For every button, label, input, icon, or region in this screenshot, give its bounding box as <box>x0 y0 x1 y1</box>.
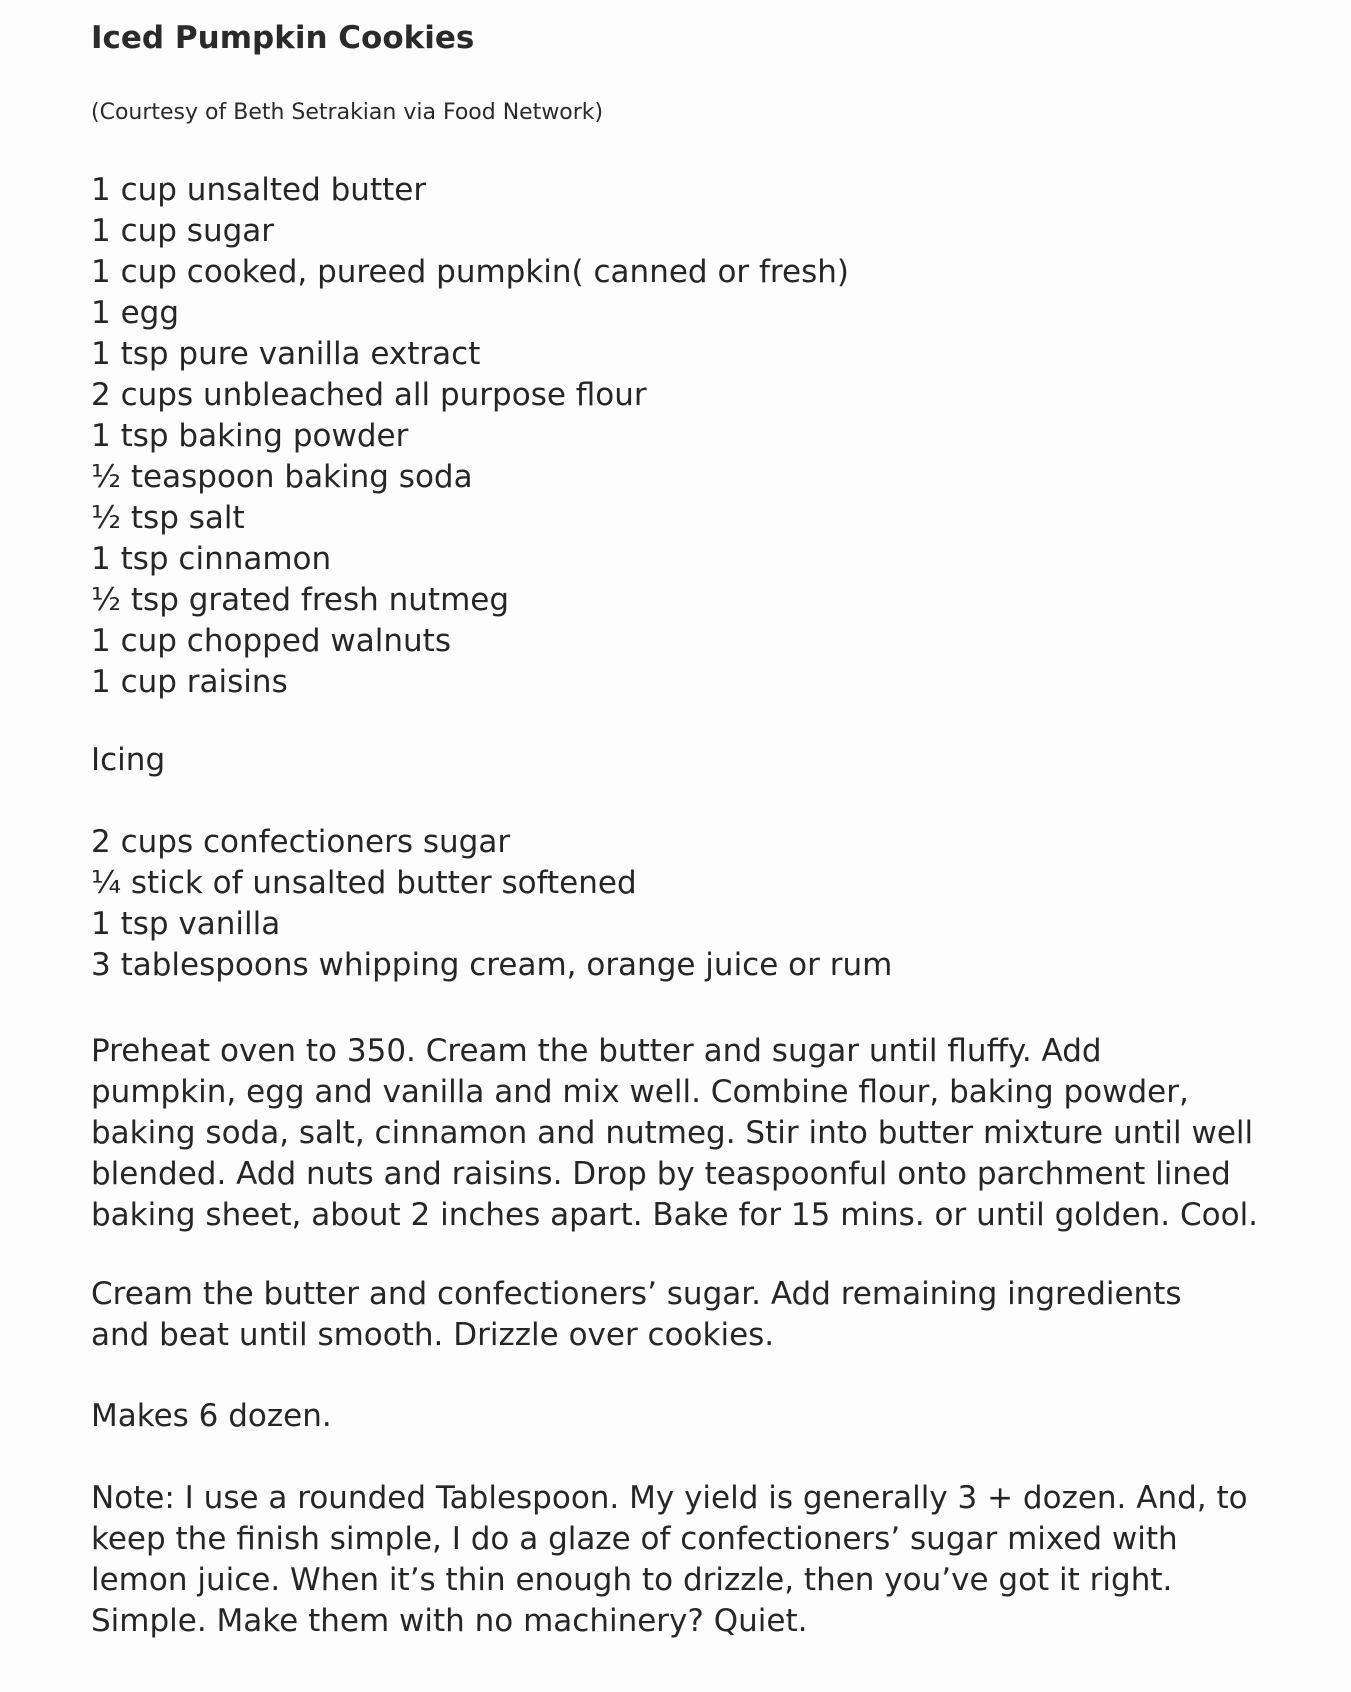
method-line: Preheat oven to 350. Cream the butter and sugar until fluffy. Add <box>91 1033 1102 1069</box>
note-line: lemon juice. When it’s thin enough to drizzle, then you’ve got it right. <box>91 1562 1173 1598</box>
icing-method-line: and beat until smooth. Drizzle over cookies. <box>91 1317 775 1353</box>
note-line: Simple. Make them with no machinery? Quiet. <box>91 1603 808 1639</box>
ingredient-item: 1 tsp baking powder <box>91 418 409 454</box>
recipe-courtesy: (Courtesy of Beth Setrakian via Food Network) <box>91 100 604 125</box>
ingredient-item: 1 cup sugar <box>91 213 275 249</box>
icing-method-line: Cream the butter and confectioners’ sugar. Add remaining ingredients <box>91 1276 1182 1312</box>
ingredient-item: 1 tsp pure vanilla extract <box>91 336 481 372</box>
method-line: blended. Add nuts and raisins. Drop by teaspoonful onto parchment lined <box>91 1156 1231 1192</box>
note-line: keep the finish simple, I do a glaze of confectioners’ sugar mixed with <box>91 1521 1178 1557</box>
recipe-title: Iced Pumpkin Cookies <box>91 20 475 56</box>
method-line: pumpkin, egg and vanilla and mix well. Combine flour, baking powder, <box>91 1074 1189 1110</box>
ingredient-item: 2 cups unbleached all purpose flour <box>91 377 647 413</box>
icing-ingredient-item: 2 cups confectioners sugar <box>91 824 511 860</box>
icing-ingredient-item: 3 tablespoons whipping cream, orange juice or rum <box>91 947 893 983</box>
note-line: Note: I use a rounded Tablespoon. My yield is generally 3 + dozen. And, to <box>91 1480 1248 1516</box>
ingredient-list <box>91 170 849 703</box>
icing-ingredient-item: 1 tsp vanilla <box>91 906 281 942</box>
method-line: baking soda, salt, cinnamon and nutmeg. Stir into butter mixture until well <box>91 1115 1254 1151</box>
method-paragraph <box>91 1031 1331 1236</box>
ingredient-item: 1 cup chopped walnuts <box>91 623 451 659</box>
method-line: baking sheet, about 2 inches apart. Bake for 15 mins. or until golden. Cool. <box>91 1197 1259 1233</box>
ingredient-item: ½ tsp salt <box>91 500 245 536</box>
ingredient-item: ½ tsp grated fresh nutmeg <box>91 582 510 618</box>
icing-ingredient-item: ¼ stick of unsalted butter softened <box>91 865 637 901</box>
ingredient-item: ½ teaspoon baking soda <box>91 459 473 495</box>
ingredient-item: 1 cup cooked, pureed pumpkin( canned or fresh) <box>91 254 849 290</box>
ingredient-item: 1 cup raisins <box>91 664 288 700</box>
icing-ingredient-list <box>91 822 892 986</box>
ingredient-item: 1 egg <box>91 295 180 331</box>
icing-heading: Icing <box>91 742 166 778</box>
note-paragraph <box>91 1478 1331 1642</box>
ingredient-item: 1 tsp cinnamon <box>91 541 332 577</box>
ingredient-item: 1 cup unsalted butter <box>91 172 427 208</box>
icing-method-paragraph <box>91 1274 1331 1356</box>
yield-text: Makes 6 dozen. <box>91 1398 332 1434</box>
